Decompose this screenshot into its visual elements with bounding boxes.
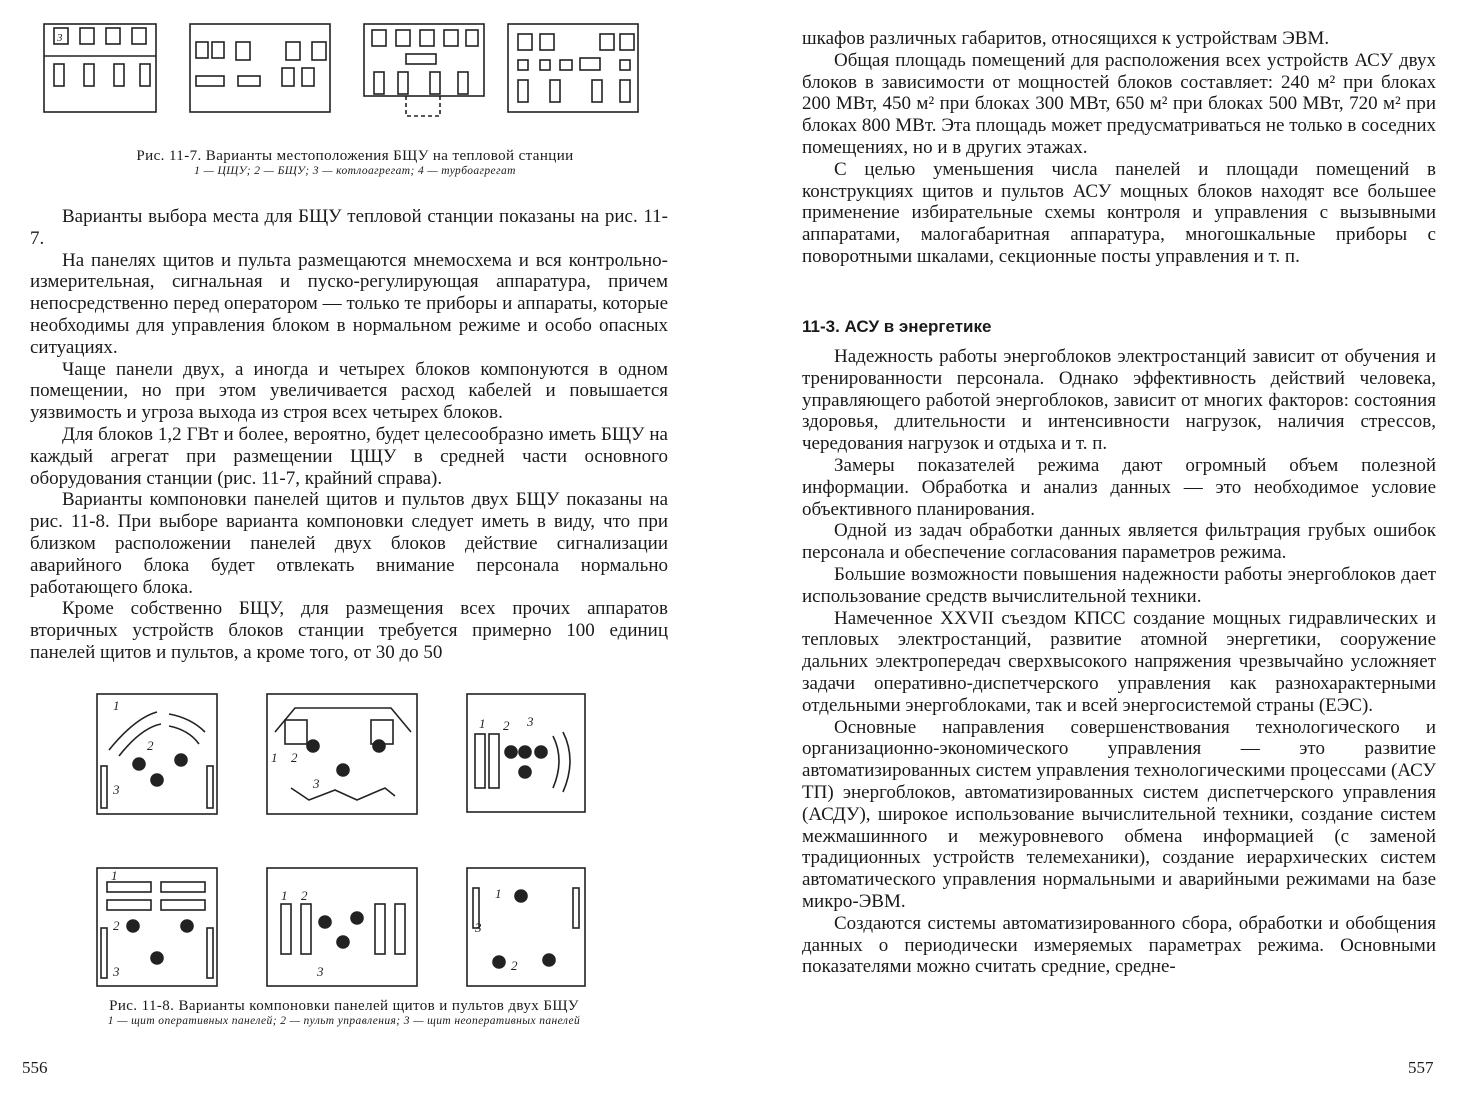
fig-11-7-variant-4 [508, 24, 638, 112]
paragraph: С целью уменьшения числа панелей и площади помещений в конструкциях щитов и пультов АСУ мощных блоков находят все большее применение избирательные схемы контроля и управления с вызывными аппаратами, малогабаритная аппаратура, многошкальные приборы с поворотными шкалами, секционные посты управления и т. п. [802, 158, 1436, 267]
paragraph: Для блоков 1,2 ГВт и более, вероятно, будет целесообразно иметь БЩУ на каждый агрегат при размещении ЦЩУ в средней части основного оборудования станции (рис. 11-7, крайний справа). [30, 423, 668, 489]
paragraph: На панелях щитов и пульта размещаются мнемосхема и вся контрольно-измерительная, сигнальная и пуско-регулирующая аппаратура, причем непосредственно перед оператором — только те приборы и аппараты, которые необходимы для управления блоком в нормальном режиме и особо опасных ситуациях. [30, 249, 668, 358]
paragraph: Кроме собственно БЩУ, для размещения всех прочих аппаратов вторичных устройств блоков станции требуется примерно 100 единиц панелей щитов и пультов, а кроме того, от 30 до 50 [30, 598, 668, 663]
label-3: 3 [113, 964, 120, 979]
fig-11-7-variant-3 [364, 24, 484, 116]
fig-11-8-layout-b [267, 694, 417, 814]
label-1: 1 [111, 868, 118, 883]
label-1: 1 [271, 750, 278, 765]
right-body-text-top [802, 28, 1436, 268]
label-3: 3 [317, 964, 324, 979]
paragraph: Создаются системы автоматизированного сбора, обработки и обобщения данных о периодически измеряемых параметрах режима. Основными показателями можно считать средние, средне- [802, 912, 1436, 978]
paragraph: Основные направления совершенствования технологического и организационно-экономического управления — это развитие автоматизированных систем управления технологическими процессами (АСУ ТП) энергоблоков, автоматизированных систем диспетчерского управления (АСДУ), широкое использование вычислительной техники, создание систем межмашинного и межуровневого обмена информацией (с заменой традиционных устройств телемеханики), создание иерархических систем автоматического управления нормальными и аварийными режимами на базе микро-ЭВМ. [802, 716, 1436, 912]
fig-11-8-layout-c [467, 694, 585, 812]
right-page [732, 0, 1464, 1098]
label-1: 1 [281, 888, 288, 903]
section-heading: 11-3. АСУ в энергетике [802, 317, 992, 336]
left-page [0, 0, 700, 1098]
label-2: 2 [291, 750, 298, 765]
label-3: 3 [313, 776, 320, 791]
caption-legend: 1 — щит оперативных панелей; 2 — пульт управления; 3 — щит неоперативных панелей [107, 1015, 581, 1028]
label-3: 3 [113, 782, 120, 797]
right-body-text-bottom [802, 346, 1436, 978]
paragraph: Замеры показателей режима дают огромный объем полезной информации. Обработка и анализ данных — это необходимое условие объективного планирования. [802, 454, 1436, 520]
label-2: 2 [511, 958, 518, 973]
label-2: 2 [113, 918, 120, 933]
fig-11-7-variant-1 [44, 24, 156, 112]
figure-11-8 [95, 692, 625, 992]
figure-11-8-caption [24, 998, 664, 1028]
caption-title: Рис. 11-8. Варианты компоновки панелей щитов и пультов двух БЩУ [109, 998, 579, 1014]
paragraph: Общая площадь помещений для расположения всех устройств АСУ двух блоков в зависимости от мощностей блоков составляет: 240 м² при блоках 200 МВт, 450 м² при блоках 300 МВт, 650 м² при блоках 500 МВт, 720 м² при блоках 800 МВт. Эта площадь может предусматриваться не только в соседних помещениях, но и в других этажах. [802, 49, 1436, 158]
label-2: 2 [147, 738, 154, 753]
paragraph: Большие возможности повышения надежности работы энергоблоков дает использование средств вычислительной техники. [802, 563, 1436, 607]
label-1: 1 [495, 886, 502, 901]
paragraph: шкафов различных габаритов, относящихся к устройствам ЭВМ. [802, 28, 1330, 49]
page-number: 557 [1408, 1058, 1434, 1077]
paragraph: Варианты выбора места для БЩУ тепловой станции показаны на рис. 11-7. [30, 206, 668, 249]
label-3: 3 [527, 714, 534, 729]
caption-title: Рис. 11-7. Варианты местоположения БЩУ на тепловой станции [136, 148, 574, 164]
paragraph: Варианты компоновки панелей щитов и пультов двух БЩУ показаны на рис. 11-8. При выборе варианта компоновки следует иметь в виду, что при близком расположении панелей двух блоков действие сигнализации аварийного блока будет отвлекать внимание персонала нормально работающего блока. [30, 489, 668, 598]
label-2: 2 [301, 888, 308, 903]
fig-11-8-layout-d [97, 868, 217, 986]
figure-11-7-caption [40, 148, 670, 178]
paragraph: Чаще панели двух, а иногда и четырех блоков компонуются в одном помещении, но при этом увеличивается расход кабелей и повышается уязвимость и угроза выхода из строя всех четырех блоков. [30, 358, 668, 424]
fig-11-8-layout-f [467, 868, 585, 986]
paragraph: Надежность работы энергоблоков электростанций зависит от обучения и тренированности персонала. Однако эффективность действий человека, управляющего работой энергоблоков, зависит от многих факторов: состояния здоровья, длительности и интенсивности нагрузок, наличия стрессов, чередования нагрузок и отдыха и т. п. [802, 346, 1436, 455]
caption-legend: 1 — ЦЩУ; 2 — БЩУ; 3 — котлоагрегат; 4 — турбоагрегат [194, 165, 516, 178]
left-body-text [30, 206, 668, 664]
paragraph: Намеченное XXVII съездом КПСС создание мощных гидравлических и тепловых электростанций, развитие атомной энергетики, сооружение дальних электропередач сверхвысокого напряжения чрезвычайно усложняет задачи оперативно-диспетчерского управления как разнохарактерными отдельными энергоблоками, так и всей энергосистемой страны (ЕЭС). [802, 607, 1436, 716]
label-1: 1 [479, 716, 486, 731]
fig-11-8-layout-e [267, 868, 417, 986]
page-number: 556 [22, 1058, 48, 1077]
fig-11-7-variant-2 [190, 24, 330, 112]
paragraph: Одной из задач обработки данных является фильтрация грубых ошибок персонала и обеспечение согласования параметров режима. [802, 520, 1436, 564]
fig-11-8-layout-a [97, 694, 217, 814]
label-3: 3 [475, 920, 482, 935]
label-3: 3 [57, 32, 63, 44]
label-1: 1 [113, 698, 120, 713]
figure-11-7 [40, 20, 670, 125]
label-2: 2 [503, 718, 510, 733]
